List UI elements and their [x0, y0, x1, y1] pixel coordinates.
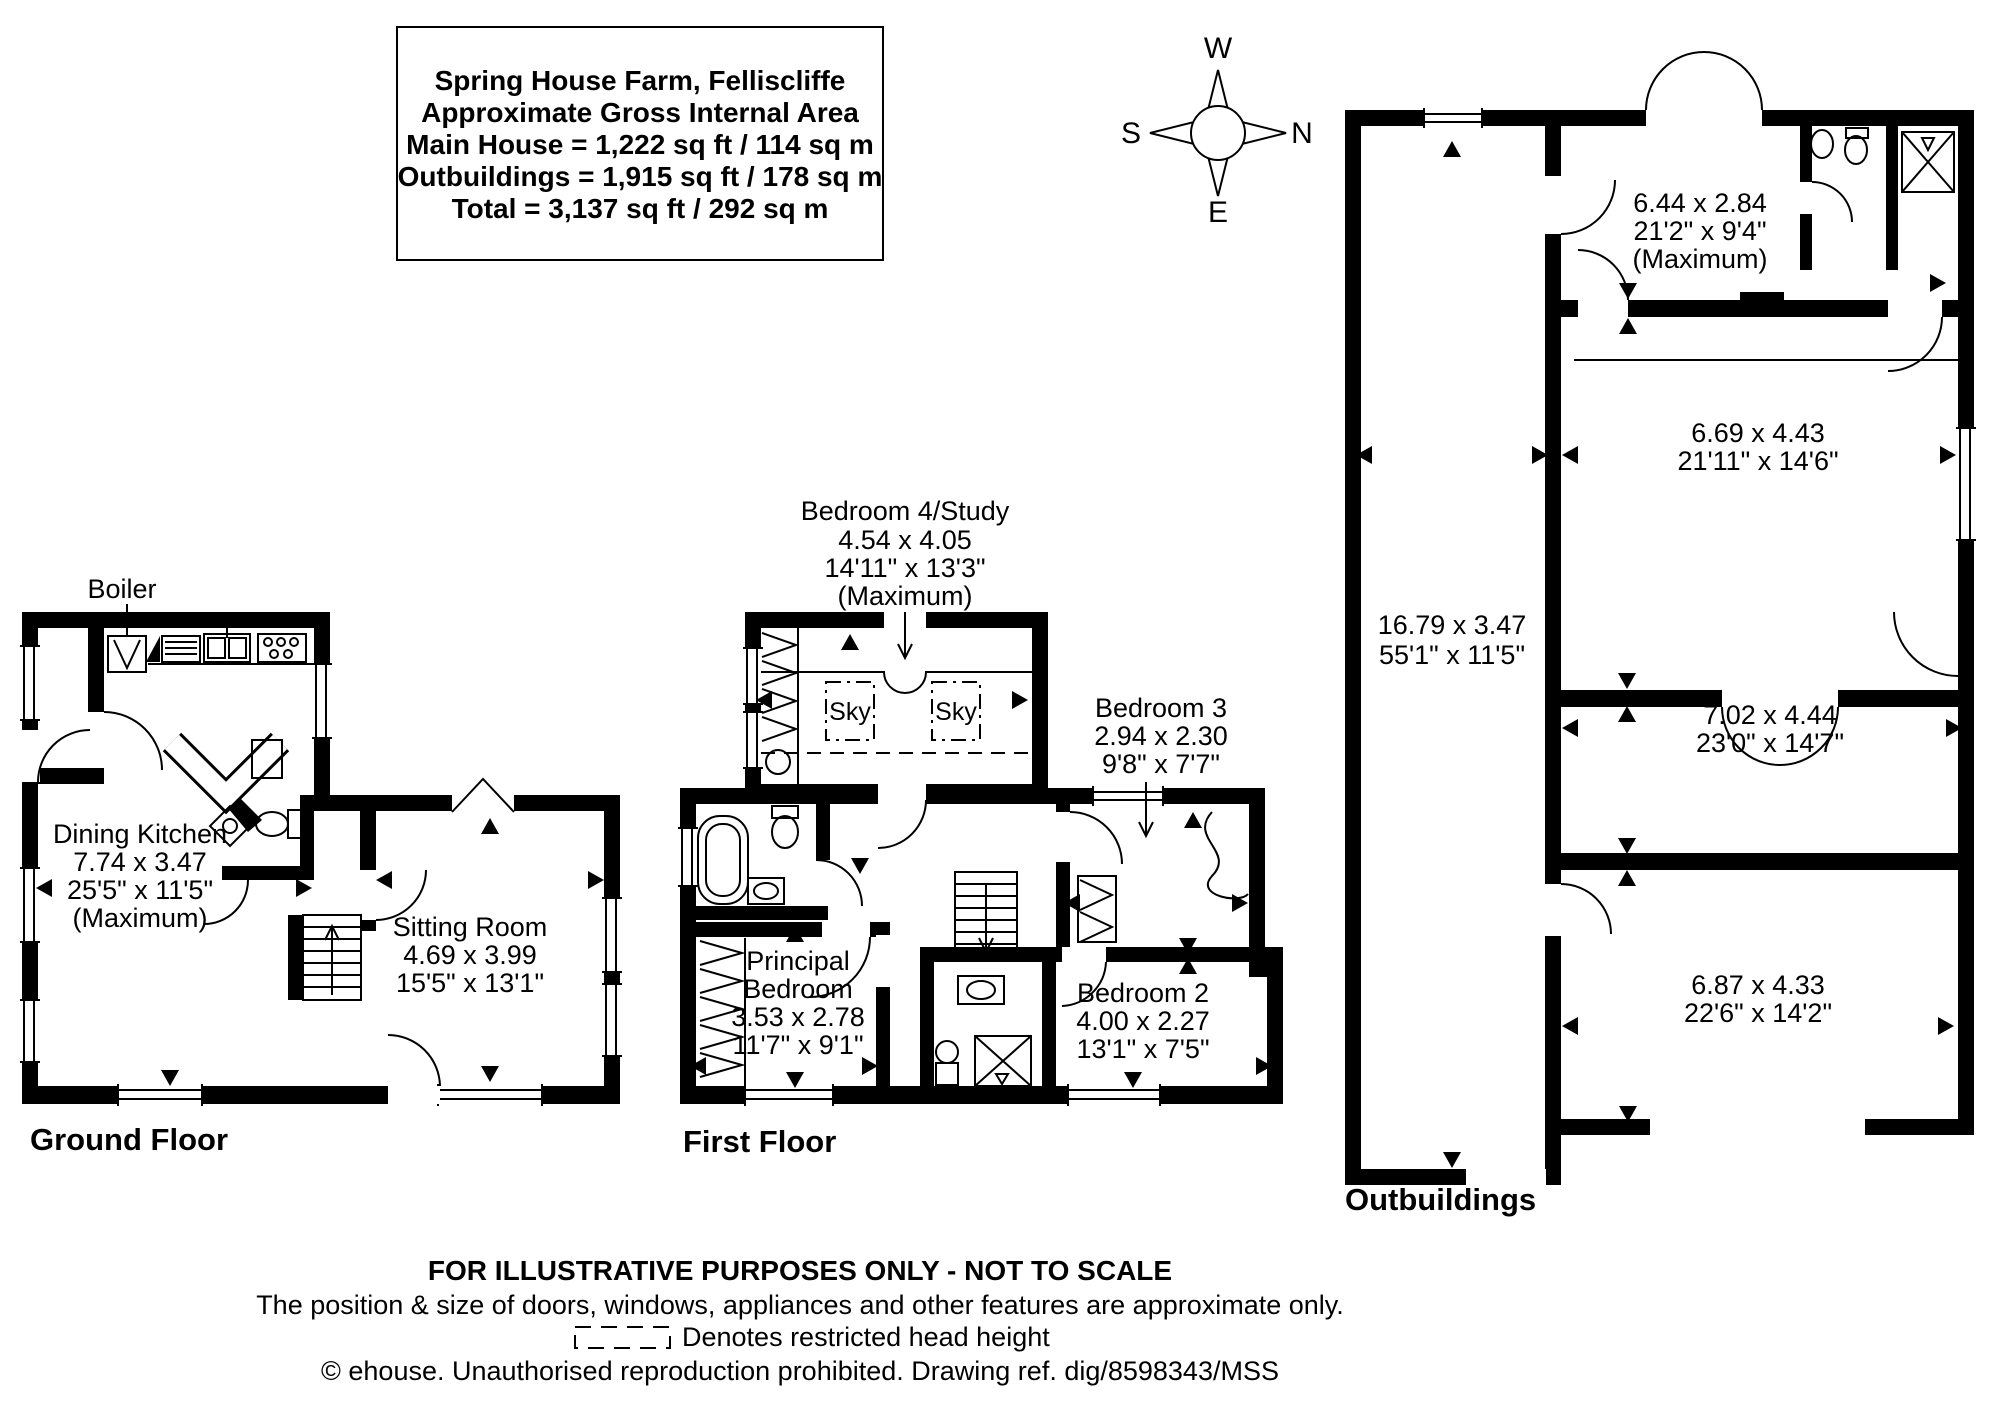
- room-name: Bedroom 3: [1094, 693, 1228, 723]
- title-line-4: Outbuildings = 1,915 sq ft / 178 sq m: [397, 161, 883, 192]
- room-imperial: 21'2" x 9'4": [1633, 216, 1767, 246]
- room-imperial: 23'0" x 14'7": [1695, 728, 1845, 758]
- room-label-outbuilding-upper: [1677, 418, 1838, 476]
- curved-closet-icon: [1205, 812, 1248, 898]
- door-arc-icon: [1070, 812, 1122, 864]
- door-arc-icon: [1894, 612, 1958, 676]
- footer-line-1: FOR ILLUSTRATIVE PURPOSES ONLY - NOT TO SCALE: [427, 1255, 1173, 1286]
- door-arc-icon: [878, 800, 926, 848]
- room-metric: 6.44 x 2.84: [1633, 188, 1767, 218]
- basin-icon: [958, 976, 1004, 1004]
- room-imperial: 11'7" x 9'1": [732, 1030, 864, 1060]
- room-metric: 4.69 x 3.99: [403, 940, 537, 970]
- shower-icon: [1902, 132, 1954, 192]
- compass-east: E: [1207, 196, 1229, 229]
- door-arc-icon: [816, 860, 862, 906]
- room-imperial: 13'1" x 7'5": [1076, 1034, 1210, 1064]
- room-name: Bedroom 4/Study: [800, 496, 1010, 526]
- staircase-up-icon: [303, 915, 361, 1000]
- skylight-label: Sky: [935, 698, 977, 726]
- room-metric: 16.79 x 3.47: [1377, 610, 1527, 640]
- room-label-sitting-room: [393, 912, 548, 998]
- room-label-bedroom2: [1076, 978, 1210, 1064]
- title-line-3: Main House = 1,222 sq ft / 114 sq m: [406, 129, 874, 160]
- room-label-principal-bedroom: [731, 946, 865, 1060]
- ground-floor-plan: [20, 574, 622, 1157]
- double-door-icon: [1646, 52, 1762, 110]
- title-line-1: Spring House Farm, Felliscliffe: [434, 65, 846, 96]
- title-line-5: Total = 3,137 sq ft / 292 sq m: [451, 193, 829, 224]
- sink-icon: [204, 628, 250, 662]
- title-line-2: Approximate Gross Internal Area: [421, 97, 859, 128]
- room-metric: 4.54 x 4.05: [838, 525, 972, 555]
- door-arc-icon: [1812, 182, 1852, 222]
- compass-south: S: [1120, 117, 1142, 150]
- room-name-line2: Bedroom: [743, 974, 853, 1004]
- room-note: (Maximum): [72, 903, 208, 933]
- room-name: Sitting Room: [392, 912, 548, 942]
- door-arc-icon: [1578, 250, 1628, 300]
- footer: [256, 1255, 1344, 1386]
- room-label-outbuilding-top: [1633, 188, 1768, 274]
- room-label-outbuilding-bottom: [1684, 970, 1832, 1028]
- compass-west: W: [1203, 32, 1233, 65]
- first-floor-label: First Floor: [683, 1124, 837, 1159]
- room-metric: 3.53 x 2.78: [731, 1002, 865, 1032]
- kitchen-appliances: [146, 628, 314, 664]
- shower-icon: [975, 1036, 1031, 1086]
- room-metric: 2.94 x 2.30: [1094, 721, 1228, 751]
- room-metric: 6.69 x 4.43: [1691, 418, 1825, 448]
- door-arc-icon: [1561, 884, 1611, 934]
- room-label-dining-kitchen: [53, 819, 227, 933]
- counter-corner-mark: [146, 636, 160, 662]
- toilet-icon: [1845, 128, 1868, 164]
- room-imperial: 21'11" x 14'6": [1677, 446, 1839, 476]
- basin-icon: [1811, 130, 1833, 158]
- outbuildings-label: Outbuildings: [1345, 1182, 1537, 1217]
- compass-north: N: [1291, 117, 1313, 150]
- hob-icon: [258, 634, 306, 662]
- door-arc-icon: [1561, 180, 1615, 234]
- room-name-line1: Principal: [746, 946, 850, 976]
- room-name: Bedroom 2: [1076, 978, 1210, 1008]
- ground-floor-label: Ground Floor: [30, 1122, 229, 1157]
- bedroom4-detail: [761, 628, 1032, 848]
- fridge-icon: [162, 636, 200, 662]
- door-arc-icon: [1888, 317, 1942, 371]
- room-imperial: 25'5" x 11'5": [66, 875, 214, 905]
- room-metric: 7.02 x 4.44: [1703, 700, 1837, 730]
- room-imperial: 22'6" x 14'2": [1683, 998, 1833, 1028]
- pedestal-basin-icon: [936, 1041, 958, 1085]
- corner-sofa-icon: [172, 740, 282, 796]
- room-label-outbuilding-corridor: [1378, 610, 1527, 670]
- skylight-label: Sky: [829, 698, 871, 726]
- outbuildings-plan: [1345, 52, 1976, 1217]
- room-metric: 7.74 x 3.47: [73, 847, 207, 877]
- bath-icon: [698, 816, 748, 904]
- room-name: Dining Kitchen: [52, 819, 228, 849]
- room-imperial: 14'11" x 13'3": [824, 553, 986, 583]
- wardrobe-icon: [1078, 876, 1116, 942]
- footer-line-2: The position & size of doors, windows, appliances and other features are approximate only.: [256, 1290, 1344, 1320]
- first-floor-plan: [678, 496, 1283, 1159]
- room-note: (Maximum): [837, 581, 973, 611]
- toilet-icon: [256, 810, 302, 838]
- room-imperial: 9'8" x 7'7": [1101, 749, 1221, 779]
- restricted-head-height-symbol: [575, 1327, 670, 1348]
- footer-line-3: Denotes restricted head height: [682, 1322, 1050, 1352]
- basin-icon: [748, 878, 784, 904]
- title-box: [397, 27, 883, 260]
- room-label-bedroom4: [801, 496, 1010, 658]
- room-imperial: 15'5" x 13'1": [395, 968, 545, 998]
- room-metric: 6.87 x 4.33: [1691, 970, 1825, 1000]
- toilet-icon: [772, 806, 798, 848]
- room-note: (Maximum): [1632, 244, 1768, 274]
- staircase-down-icon: [955, 872, 1017, 956]
- boiler-label: Boiler: [87, 574, 157, 604]
- room-metric: 4.00 x 2.27: [1076, 1006, 1210, 1036]
- footer-line-4: © ehouse. Unauthorised reproduction prohibited. Drawing ref. dig/8598343/MSS: [321, 1356, 1279, 1386]
- room-label-outbuilding-middle: [1696, 700, 1844, 758]
- compass-rose-icon: [1121, 32, 1313, 229]
- room-label-bedroom3: [1094, 693, 1228, 836]
- room-imperial: 55'1" x 11'5": [1378, 640, 1526, 670]
